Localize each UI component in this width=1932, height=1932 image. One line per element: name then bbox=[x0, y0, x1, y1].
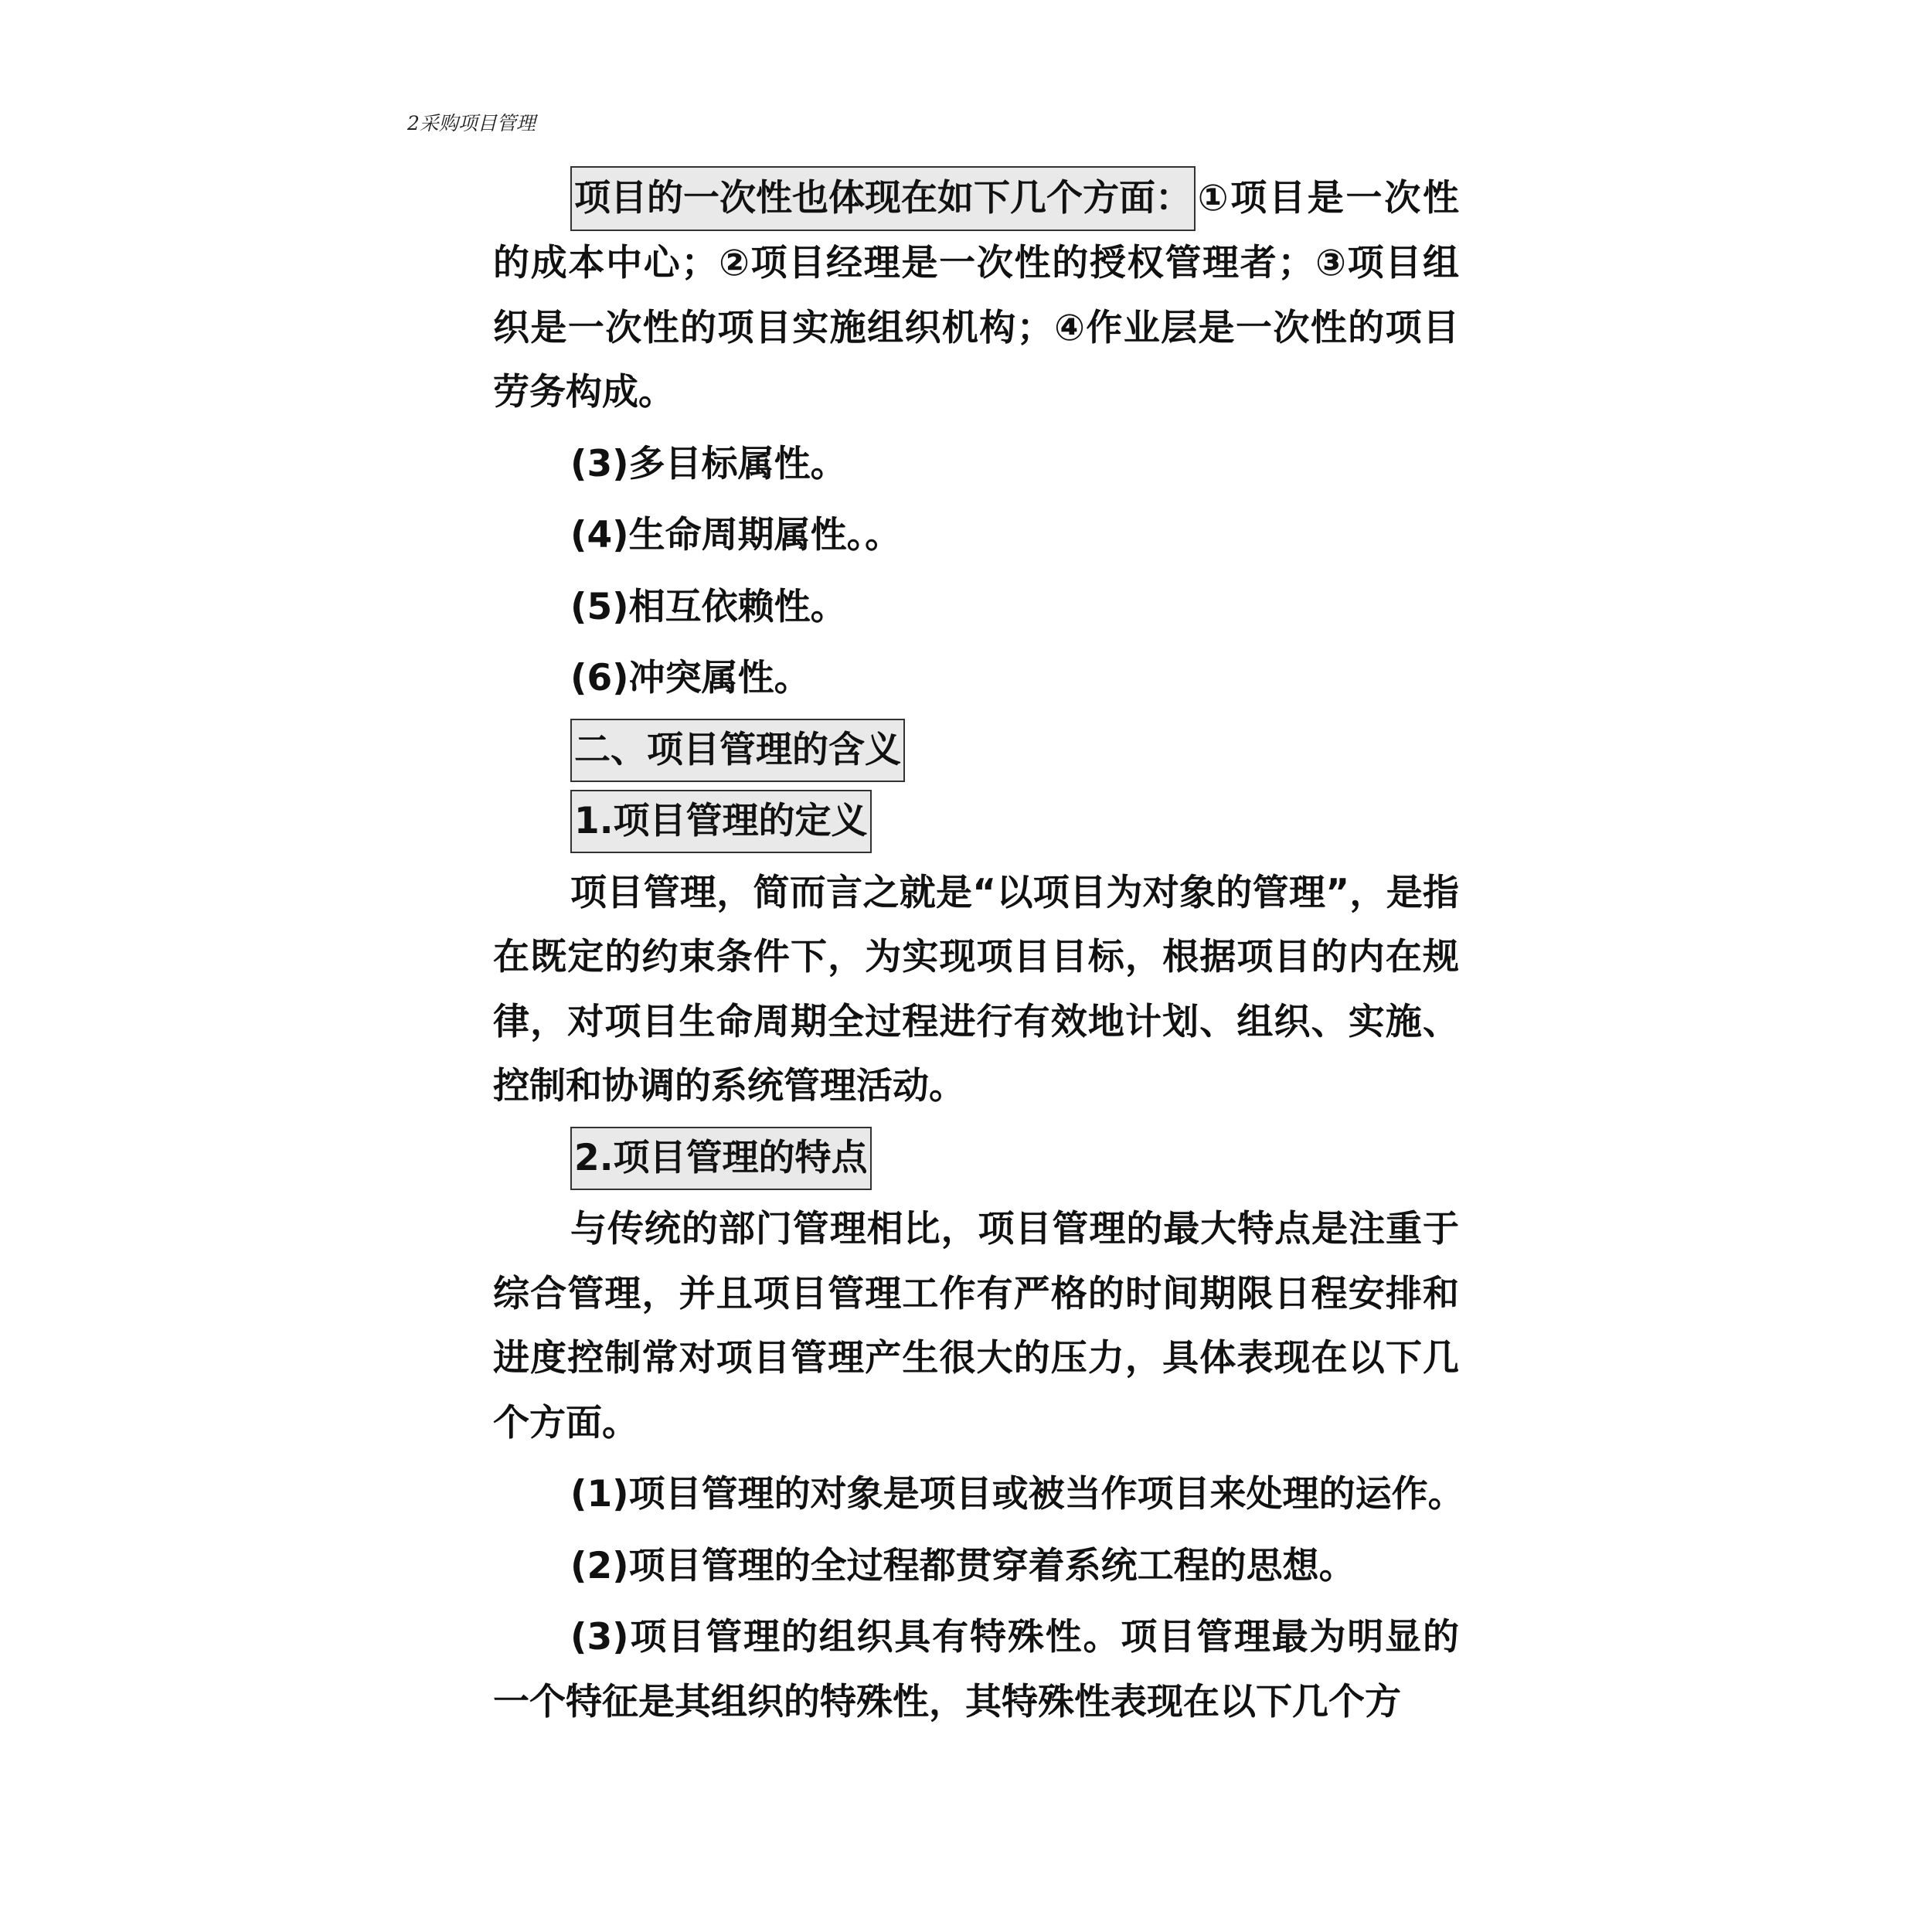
list-item: (6)冲突属性。 bbox=[570, 657, 811, 699]
subsection-heading-text: 2.项目管理的特点 bbox=[570, 1127, 872, 1190]
paragraph-text: ①项目是一次性的成本中心；②项目经理是一次性的授权管理者；③项目组织是一次性的项目实施组织机构；④作业层是一次性的项目劳务构成。 bbox=[493, 177, 1459, 413]
list-item: (2)项目管理的全过程都贯穿着系统工程的思想。 bbox=[570, 1544, 1355, 1587]
subsection-heading-definition bbox=[493, 789, 1459, 854]
section-heading-text: 二、项目管理的含义 bbox=[570, 719, 905, 782]
subsection-heading-features bbox=[493, 1126, 1459, 1191]
subsection-heading-text: 1.项目管理的定义 bbox=[570, 790, 872, 853]
running-header: 2采购项目管理 bbox=[407, 112, 536, 134]
list-item: (5)相互依赖性。 bbox=[570, 585, 847, 628]
paragraph-definition: 项目管理，简而言之就是“以项目为对象的管理”，是指在既定的约束条件下，为实现项目目标，根据项目的内在规律，对项目生命周期全过程进行有效地计划、组织、实施、控制和协调的系统管理活动。 bbox=[493, 871, 1459, 1107]
paragraph-organization: (3)项目管理的组织具有特殊性。项目管理最为明显的一个特征是其组织的特殊性，其特殊性表现在以下几个方 bbox=[493, 1616, 1459, 1723]
paragraph-features: 与传统的部门管理相比，项目管理的最大特点是注重于综合管理，并且项目管理工作有严格的时间期限日程安排和进度控制常对项目管理产生很大的压力，具体表现在以下几个方面。 bbox=[493, 1208, 1459, 1444]
list-item: (3)多目标属性。 bbox=[570, 442, 847, 485]
list-item: (4)生命周期属性。。 bbox=[570, 514, 902, 556]
list-item: (1)项目管理的对象是项目或被当作项目来处理的运作。 bbox=[570, 1473, 1464, 1515]
highlighted-phrase: 项目的一次性也体现在如下几个方面： bbox=[570, 166, 1196, 231]
body-content bbox=[493, 166, 1464, 1741]
paragraph-one-time-nature bbox=[493, 166, 1459, 425]
section-heading bbox=[493, 718, 1459, 783]
